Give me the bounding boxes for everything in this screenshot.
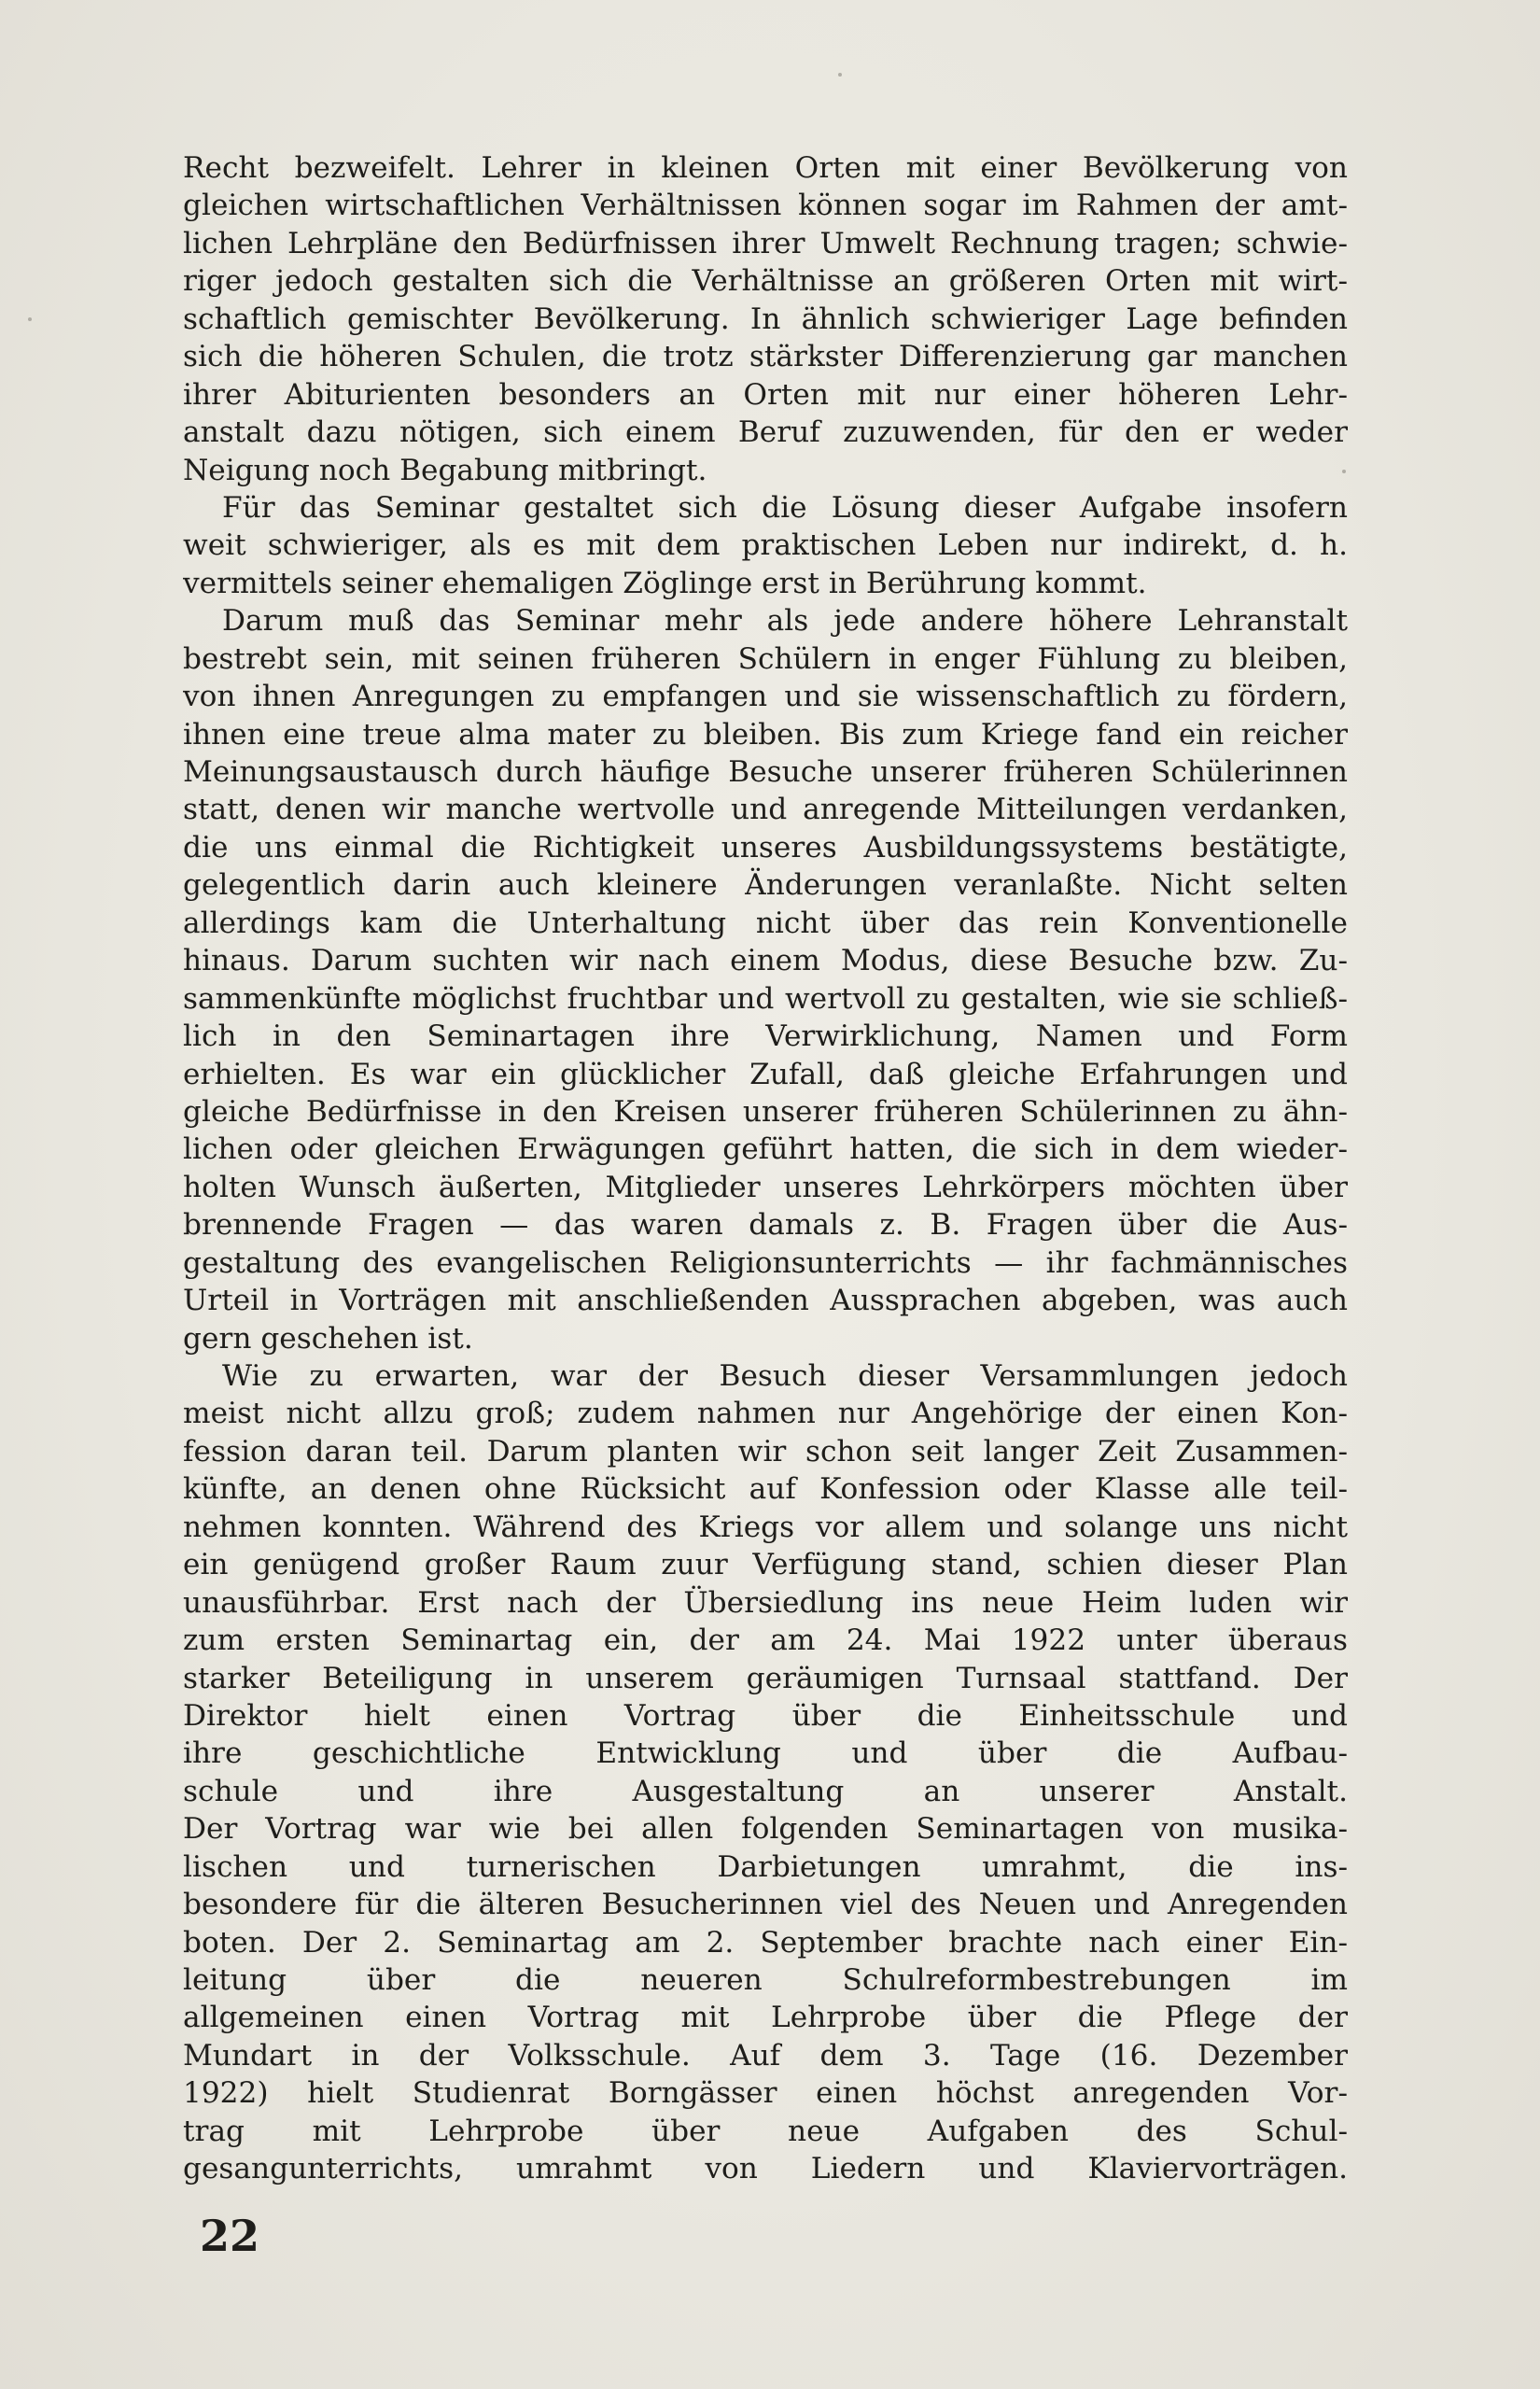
text-line: ein genügend großer Raum zuur Verfügung stand, schien dieser Plan bbox=[183, 1548, 1348, 1582]
text-line: boten. Der 2. Seminartag am 2. September brachte nach einer Ein- bbox=[183, 1925, 1348, 1960]
text-line: sich die höheren Schulen, die trotz stärkster Differenzierung gar manchen bbox=[183, 340, 1348, 374]
body-text bbox=[183, 149, 1348, 2188]
text-line: lichen oder gleichen Erwägungen geführt hatten, die sich in dem wieder- bbox=[183, 1132, 1348, 1167]
text-line: Für das Seminar gestaltet sich die Lösung dieser Aufgabe insofern bbox=[222, 490, 1348, 525]
text-line: riger jedoch gestalten sich die Verhältnisse an größeren Orten mit wirt- bbox=[183, 264, 1348, 299]
text-line: hinaus. Darum suchten wir nach einem Modus, diese Besuche bzw. Zu- bbox=[183, 944, 1348, 978]
text-line: die uns einmal die Richtigkeit unseres Ausbildungssystems bestätigte, bbox=[183, 830, 1348, 864]
text-line: gelegentlich darin auch kleinere Änderungen veranlaßte. Nicht selten bbox=[183, 868, 1348, 903]
text-line: künfte, an denen ohne Rücksicht auf Konfession oder Klasse alle teil- bbox=[183, 1472, 1348, 1507]
text-line: lischen und turnerischen Darbietungen umrahmt, die ins- bbox=[183, 1849, 1348, 1884]
text-line: 1922) hielt Studienrat Borngässer einen höchst anregenden Vor- bbox=[183, 2076, 1348, 2111]
text-line: trag mit Lehrprobe über neue Aufgaben des Schul- bbox=[183, 2114, 1348, 2148]
text-line: Urteil in Vorträgen mit anschließenden Aussprachen abgeben, was auch bbox=[183, 1284, 1348, 1318]
text-line: nehmen konnten. Während des Kriegs vor allem und solange uns nicht bbox=[183, 1510, 1348, 1544]
text-line: Meinungsaustausch durch häufige Besuche unserer früheren Schülerinnen bbox=[183, 755, 1348, 789]
text-line: ihre geschichtliche Entwicklung und über die Aufbau- bbox=[183, 1736, 1348, 1771]
paper-speck bbox=[838, 73, 842, 77]
text-line: gesangunterrichts, umrahmt von Liedern und Klaviervorträgen. bbox=[183, 2152, 1348, 2186]
text-line: allerdings kam die Unterhaltung nicht über das rein Konventionelle bbox=[183, 906, 1348, 940]
text-line: allgemeinen einen Vortrag mit Lehrprobe über die Pflege der bbox=[183, 2001, 1348, 2035]
text-line: zum ersten Seminartag ein, der am 24. Mai 1922 unter überaus bbox=[183, 1623, 1348, 1658]
text-line: Recht bezweifelt. Lehrer in kleinen Orten mit einer Bevölkerung von bbox=[183, 151, 1348, 185]
text-line: ihnen eine treue alma mater zu bleiben. Bis zum Kriege fand ein reicher bbox=[183, 717, 1348, 752]
text-line: erhielten. Es war ein glücklicher Zufall, daß gleiche Erfahrungen und bbox=[183, 1057, 1348, 1091]
text-line: Direktor hielt einen Vortrag über die Einheitsschule und bbox=[183, 1698, 1348, 1733]
text-line: Der Vortrag war wie bei allen folgenden Seminartagen von musika- bbox=[183, 1812, 1348, 1847]
text-line: anstalt dazu nötigen, sich einem Beruf zuzuwenden, für den er weder bbox=[183, 415, 1348, 450]
text-line: lich in den Seminartagen ihre Verwirklichung, Namen und Form bbox=[183, 1019, 1348, 1054]
text-line: statt, denen wir manche wertvolle und anregende Mitteilungen verdanken, bbox=[183, 793, 1348, 827]
text-line: Darum muß das Seminar mehr als jede andere höhere Lehranstalt bbox=[222, 604, 1348, 639]
text-line: bestrebt sein, mit seinen früheren Schülern in enger Fühlung zu bleiben, bbox=[183, 641, 1348, 676]
text-line: schule und ihre Ausgestaltung an unserer Anstalt. bbox=[183, 1774, 1348, 1808]
text-line: gestaltung des evangelischen Religionsunterrichts — ihr fachmännisches bbox=[183, 1245, 1348, 1280]
text-line: besondere für die älteren Besucherinnen viel des Neuen und Anregenden bbox=[183, 1888, 1348, 1922]
text-line: Wie zu erwarten, war der Besuch dieser Versammlungen jedoch bbox=[222, 1359, 1348, 1393]
text-line: vermittels seiner ehemaligen Zöglinge erst in Berührung kommt. bbox=[183, 566, 1147, 600]
text-line: gern geschehen ist. bbox=[183, 1321, 473, 1356]
text-line: von ihnen Anregungen zu empfangen und sie wissenschaftlich zu fördern, bbox=[183, 680, 1348, 714]
text-line: fession daran teil. Darum planten wir schon seit langer Zeit Zusammen- bbox=[183, 1434, 1348, 1469]
paper-speck bbox=[28, 317, 32, 321]
text-line: weit schwieriger, als es mit dem praktischen Leben nur indirekt, d. h. bbox=[183, 528, 1348, 563]
text-line: brennende Fragen — das waren damals z. B. Fragen über die Aus- bbox=[183, 1208, 1348, 1243]
text-line: Mundart in der Volksschule. Auf dem 3. Tage (16. Dezember bbox=[183, 2038, 1348, 2073]
text-line: leitung über die neueren Schulreformbestrebungen im bbox=[183, 1963, 1348, 1997]
text-line: gleichen wirtschaftlichen Verhältnissen können sogar im Rahmen der amt- bbox=[183, 189, 1348, 223]
text-line: lichen Lehrpläne den Bedürfnissen ihrer Umwelt Rechnung tragen; schwie- bbox=[183, 226, 1348, 260]
text-line: holten Wunsch äußerten, Mitglieder unseres Lehrkörpers möchten über bbox=[183, 1170, 1348, 1204]
text-line: sammenkünfte möglichst fruchtbar und wertvoll zu gestalten, wie sie schließ- bbox=[183, 981, 1348, 1016]
text-line: ihrer Abiturienten besonders an Orten mit nur einer höheren Lehr- bbox=[183, 377, 1348, 412]
text-line: schaftlich gemischter Bevölkerung. In ähnlich schwieriger Lage befinden bbox=[183, 302, 1348, 336]
text-line: Neigung noch Begabung mitbringt. bbox=[183, 453, 707, 487]
text-line: starker Beteiligung in unserem geräumigen Turnsaal stattfand. Der bbox=[183, 1661, 1348, 1695]
text-line: unausführbar. Erst nach der Übersiedlung ins neue Heim luden wir bbox=[183, 1585, 1348, 1620]
text-line: meist nicht allzu groß; zudem nahmen nur Angehörige der einen Kon- bbox=[183, 1397, 1348, 1431]
text-line: gleiche Bedürfnisse in den Kreisen unserer früheren Schülerinnen zu ähn- bbox=[183, 1094, 1348, 1129]
page-number: 22 bbox=[200, 2211, 260, 2261]
